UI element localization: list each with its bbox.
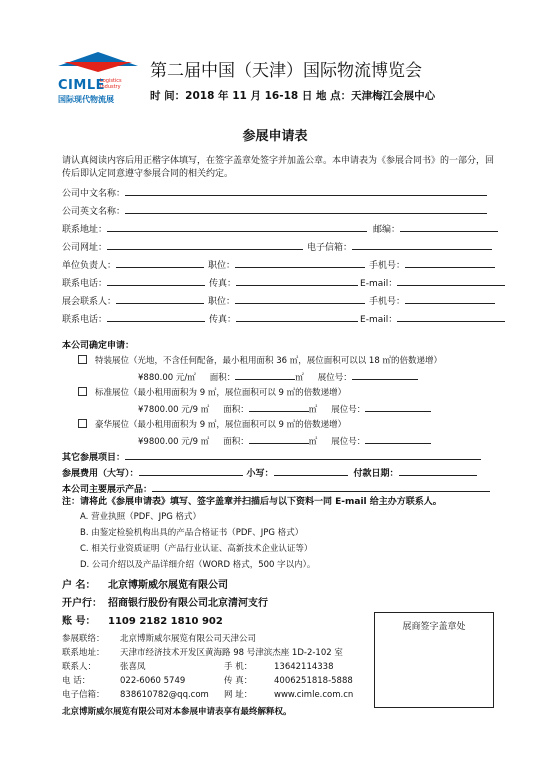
area-input-line[interactable] xyxy=(249,434,309,444)
other-items-input-line[interactable] xyxy=(125,450,481,460)
field-label: 公司英文名称： xyxy=(62,207,126,217)
contact-website[interactable]: www.cimle.com.cn xyxy=(274,690,354,700)
bank-key: 账 号： xyxy=(62,616,96,627)
field-row-company-cn xyxy=(62,186,487,198)
required-doc-item: A. 营业执照（PDF、JPG 格式） xyxy=(80,512,202,522)
booth-no-label: 展位号： xyxy=(331,437,366,447)
contact-key: 联系人： xyxy=(62,662,97,672)
field-label: 电子信箱： xyxy=(307,243,353,253)
booth-price: ¥880.00 元/㎡ xyxy=(138,373,196,383)
contact-email-row xyxy=(62,688,353,700)
email-2-input-line[interactable] xyxy=(397,312,505,322)
form-title: 参展申请表 xyxy=(242,129,308,144)
fax-1-input-line[interactable] xyxy=(236,276,358,286)
booth-price-row xyxy=(138,434,431,447)
field-row-exhibit-contact xyxy=(62,294,495,306)
logo-subtext: Logistics Industry xyxy=(100,78,122,90)
field-row-website xyxy=(62,240,492,252)
cimle-logo xyxy=(58,52,138,108)
booth-no-label: 展位号： xyxy=(317,373,352,383)
stamp-label: 展商签字盖章处 xyxy=(402,622,466,632)
field-label: E-mail： xyxy=(360,279,398,289)
booth-price-row xyxy=(138,370,418,383)
field-label: 公司网址： xyxy=(62,243,108,253)
field-label: 职位： xyxy=(208,297,236,307)
field-row-phone-1 xyxy=(62,276,505,288)
contact-key: 参展联络： xyxy=(62,634,105,644)
field-label: 单位负责人： xyxy=(62,261,117,271)
products-input-line[interactable] xyxy=(152,482,490,492)
fee-small-input-line[interactable] xyxy=(274,466,348,476)
booth-option-label: 特装展位（光地，不含任何配备，最小租用面积 36 ㎡，展位面积可以以 18 ㎡的倍数递增） xyxy=(95,356,442,366)
leader-mobile-input-line[interactable] xyxy=(405,258,495,268)
booth-option-luxury[interactable] xyxy=(78,418,346,430)
fee-row xyxy=(62,466,477,479)
field-label: 手机号： xyxy=(369,297,406,307)
logo-cn-text: 国际现代物流展 xyxy=(58,95,114,104)
other-items-label: 其它参展项目： xyxy=(62,453,126,463)
booth-option-label: 豪华展位（最小租用面积为 9 ㎡，展位面积可以 9 ㎡的倍数递增） xyxy=(95,420,347,430)
area-unit: ㎡ xyxy=(308,437,318,447)
field-label: 传真： xyxy=(209,279,237,289)
field-label: 联系电话： xyxy=(62,315,108,325)
fee-small-label: 小写： xyxy=(246,469,274,479)
contact-key: 手 机： xyxy=(224,662,253,672)
contact-person-row xyxy=(62,660,334,672)
checkbox-icon[interactable] xyxy=(78,419,87,428)
field-label: 展会联系人： xyxy=(62,297,117,307)
field-label: 公司中文名称： xyxy=(62,189,126,199)
field-label: 邮编： xyxy=(373,225,401,235)
contact-email[interactable]: 838610782@qq.com xyxy=(120,690,209,700)
contact-key: 电 话： xyxy=(62,676,91,686)
booth-option-standard[interactable] xyxy=(78,386,346,398)
expo-title: 第二届中国（天津）国际物流博览会 xyxy=(150,61,422,81)
required-doc-item: D. 公司介绍以及产品详细介绍（WORD 格式，500 字以内）。 xyxy=(80,560,316,570)
booth-price: ¥7800.00 元/9 ㎡ xyxy=(138,405,210,415)
bank-key: 户 名： xyxy=(62,580,96,591)
contact-org-row xyxy=(62,632,256,644)
area-label: 面积： xyxy=(223,437,249,447)
bank-name-row xyxy=(62,594,268,609)
checkbox-icon[interactable] xyxy=(78,387,87,396)
phone-1-input-line[interactable] xyxy=(107,276,205,286)
leader-input-line[interactable] xyxy=(116,258,204,268)
field-label: 联系电话： xyxy=(62,279,108,289)
field-row-phone-2 xyxy=(62,312,505,324)
fee-big-label: 参展费用（大写）： xyxy=(62,469,139,479)
field-row-company-en xyxy=(62,204,487,216)
exhibit-contact-input-line[interactable] xyxy=(116,294,204,304)
booth-option-label: 标准展位（最小租用面积为 9 ㎡，展位面积可以 9 ㎡的倍数递增） xyxy=(95,388,347,398)
checkbox-icon[interactable] xyxy=(78,355,87,364)
booth-price-row xyxy=(138,402,431,415)
footer-disclaimer: 北京博斯威尔展览有限公司对本参展申请表享有最终解释权。 xyxy=(62,707,292,717)
bank-account-name-row xyxy=(62,576,228,591)
company-en-input-line[interactable] xyxy=(125,204,487,214)
bank-account-number: 1109 2182 1810 902 xyxy=(108,616,223,627)
contact-org: 北京博斯威尔展览有限公司天津公司 xyxy=(120,634,257,644)
bank-key: 开户行： xyxy=(62,598,102,609)
booth-no-input-line[interactable] xyxy=(365,402,431,412)
company-cn-input-line[interactable] xyxy=(125,186,487,196)
contact-address-row xyxy=(62,646,343,658)
form-intro: 请认真阅读内容后用正楷字体填写，在签字盖章处签字并加盖公章。本申请表为《参展合同书》的一部分，回传后即认定同意遵守参展合同的相关约定。 xyxy=(62,156,495,179)
booth-no-label: 展位号： xyxy=(331,405,366,415)
contact-fax: 4006251818-5888 xyxy=(274,676,353,686)
exhibit-contact-mobile-input-line[interactable] xyxy=(405,294,495,304)
field-label: 职位： xyxy=(208,261,236,271)
website-input-line[interactable] xyxy=(107,240,303,250)
contact-key: 联系地址： xyxy=(62,648,105,658)
email-note: 注：请将此《参展申请表》填写、签字盖章并扫描后与以下资料一同 E-mail 给主办方联系人。 xyxy=(62,497,442,507)
area-input-line[interactable] xyxy=(235,370,295,380)
area-unit: ㎡ xyxy=(295,373,304,383)
booth-no-input-line[interactable] xyxy=(352,370,418,380)
contact-tel-row xyxy=(62,674,353,686)
leader-position-input-line[interactable] xyxy=(235,258,365,268)
field-label: 传真： xyxy=(209,315,237,325)
email-1-input-line[interactable] xyxy=(397,276,505,286)
required-doc-item: B. 由鉴定检验机构出具的产品合格证书（PDF、JPG 格式） xyxy=(80,528,304,538)
field-label: 联系地址： xyxy=(62,225,108,235)
address-input-line[interactable] xyxy=(107,222,367,232)
logo-red-wing-icon xyxy=(64,62,132,72)
required-doc-item: C. 相关行业资质证明（产品行业认证、高新技术企业认证等） xyxy=(80,544,313,554)
contact-mobile: 13642114338 xyxy=(274,662,334,672)
expo-time-place: 时 间：2018 年 11 月 16-18 日 地 点：天津梅江会展中心 xyxy=(150,90,436,102)
bank-account-name: 北京博斯威尔展览有限公司 xyxy=(108,580,228,591)
logo-text: CIMLE xyxy=(58,78,105,93)
contact-key: 电子信箱： xyxy=(62,690,105,700)
signature-stamp-box[interactable] xyxy=(374,612,494,708)
field-row-leader xyxy=(62,258,495,270)
field-label: 手机号： xyxy=(369,261,406,271)
field-row-address xyxy=(62,222,498,234)
booth-price: ¥9800.00 元/9 ㎡ xyxy=(138,437,210,447)
contact-key: 传 真： xyxy=(224,676,253,686)
booth-no-input-line[interactable] xyxy=(365,434,431,444)
other-items-row xyxy=(62,450,481,463)
booth-option-special[interactable] xyxy=(78,354,442,366)
contact-address: 天津市经济技术开发区黄海路 98 号津滨杰座 1D-2-102 室 xyxy=(120,648,343,658)
contact-key: 网 址： xyxy=(224,690,253,700)
email-cn-input-line[interactable] xyxy=(352,240,492,250)
field-label: E-mail： xyxy=(360,315,398,325)
exhibit-contact-position-input-line[interactable] xyxy=(235,294,365,304)
bank-name: 招商银行股份有限公司北京清河支行 xyxy=(108,598,268,609)
area-label: 面积： xyxy=(223,405,249,415)
products-label: 本公司主要展示产品： xyxy=(62,485,153,495)
fee-big-input-line[interactable] xyxy=(139,466,243,476)
phone-2-input-line[interactable] xyxy=(107,312,205,322)
fax-2-input-line[interactable] xyxy=(236,312,358,322)
contact-person: 张喜凤 xyxy=(120,662,146,672)
area-input-line[interactable] xyxy=(249,402,309,412)
pay-date-label: 付款日期： xyxy=(353,469,399,479)
zip-input-line[interactable] xyxy=(400,222,498,232)
bank-account-row xyxy=(62,612,223,627)
pay-date-input-line[interactable] xyxy=(399,466,477,476)
booking-section-title: 本公司确定申请： xyxy=(62,341,135,351)
area-label: 面积： xyxy=(209,373,236,383)
contact-tel: 022-6060 5749 xyxy=(120,676,186,686)
area-unit: ㎡ xyxy=(308,405,318,415)
